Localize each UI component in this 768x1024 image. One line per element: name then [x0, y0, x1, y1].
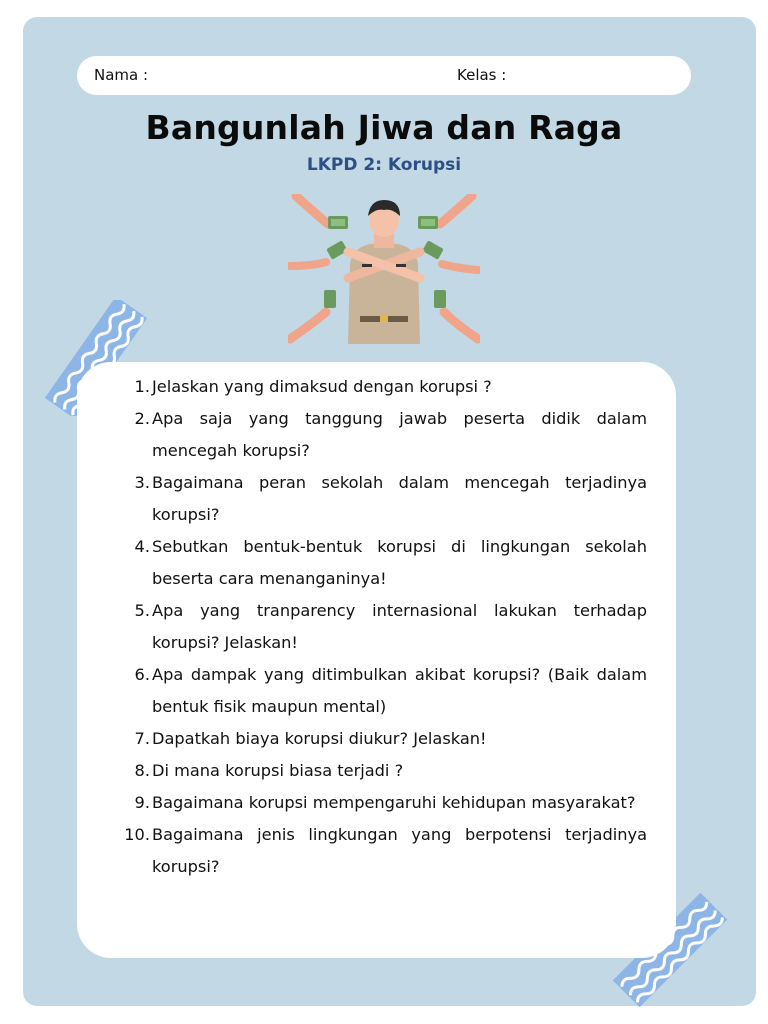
question-item	[130, 723, 647, 755]
worksheet-subtitle: LKPD 2: Korupsi	[306, 155, 462, 175]
question-item	[130, 531, 647, 595]
question-text: Sebutkan bentuk-bentuk korupsi di lingkungan sekolah beserta cara menanganinya!	[152, 537, 647, 588]
question-number: 8.	[134, 761, 150, 780]
question-item	[130, 371, 647, 403]
worksheet-title: Bangunlah Jiwa dan Raga	[145, 108, 623, 147]
question-text: Bagaimana jenis lingkungan yang berpotensi terjadinya korupsi?	[152, 825, 647, 876]
question-item	[130, 659, 647, 723]
question-number: 4.	[134, 537, 150, 556]
question-item	[124, 819, 647, 883]
question-text: Apa dampak yang ditimbulkan akibat korupsi? (Baik dalam bentuk fisik maupun mental)	[152, 665, 647, 716]
question-text: Di mana korupsi biasa terjadi ?	[152, 761, 404, 780]
question-text: Apa yang tranparency internasional lakukan terhadap korupsi? Jelaskan!	[152, 601, 647, 652]
kelas-label: Kelas :	[457, 66, 507, 84]
left-hands-icon	[290, 196, 348, 339]
question-item	[130, 467, 647, 531]
question-number: 6.	[134, 665, 150, 684]
question-text: Apa saja yang tanggung jawab peserta didik dalam mencegah korupsi?	[152, 409, 647, 460]
question-number: 5.	[134, 601, 150, 620]
question-text: Bagaimana peran sekolah dalam mencegah terjadinya korupsi?	[152, 473, 647, 524]
question-number: 1.	[134, 377, 150, 396]
question-text: Jelaskan yang dimaksud dengan korupsi ?	[152, 377, 492, 396]
nama-label: Nama :	[94, 66, 149, 84]
question-item	[130, 755, 647, 787]
question-number: 9.	[134, 793, 150, 812]
question-text: Bagaimana korupsi mempengaruhi kehidupan masyarakat?	[152, 793, 636, 812]
student-info-bar	[77, 56, 691, 95]
question-text: Dapatkah biaya korupsi diukur? Jelaskan!	[152, 729, 487, 748]
question-number: 10.	[124, 825, 150, 844]
question-item	[130, 403, 647, 467]
right-hands-icon	[418, 196, 478, 339]
question-item	[130, 787, 647, 819]
question-item	[130, 595, 647, 659]
question-number: 2.	[134, 409, 150, 428]
officer-figure-icon	[348, 200, 420, 344]
question-list	[124, 371, 647, 883]
anti-corruption-illustration-icon	[288, 194, 480, 346]
question-number: 3.	[134, 473, 150, 492]
question-number: 7.	[134, 729, 150, 748]
